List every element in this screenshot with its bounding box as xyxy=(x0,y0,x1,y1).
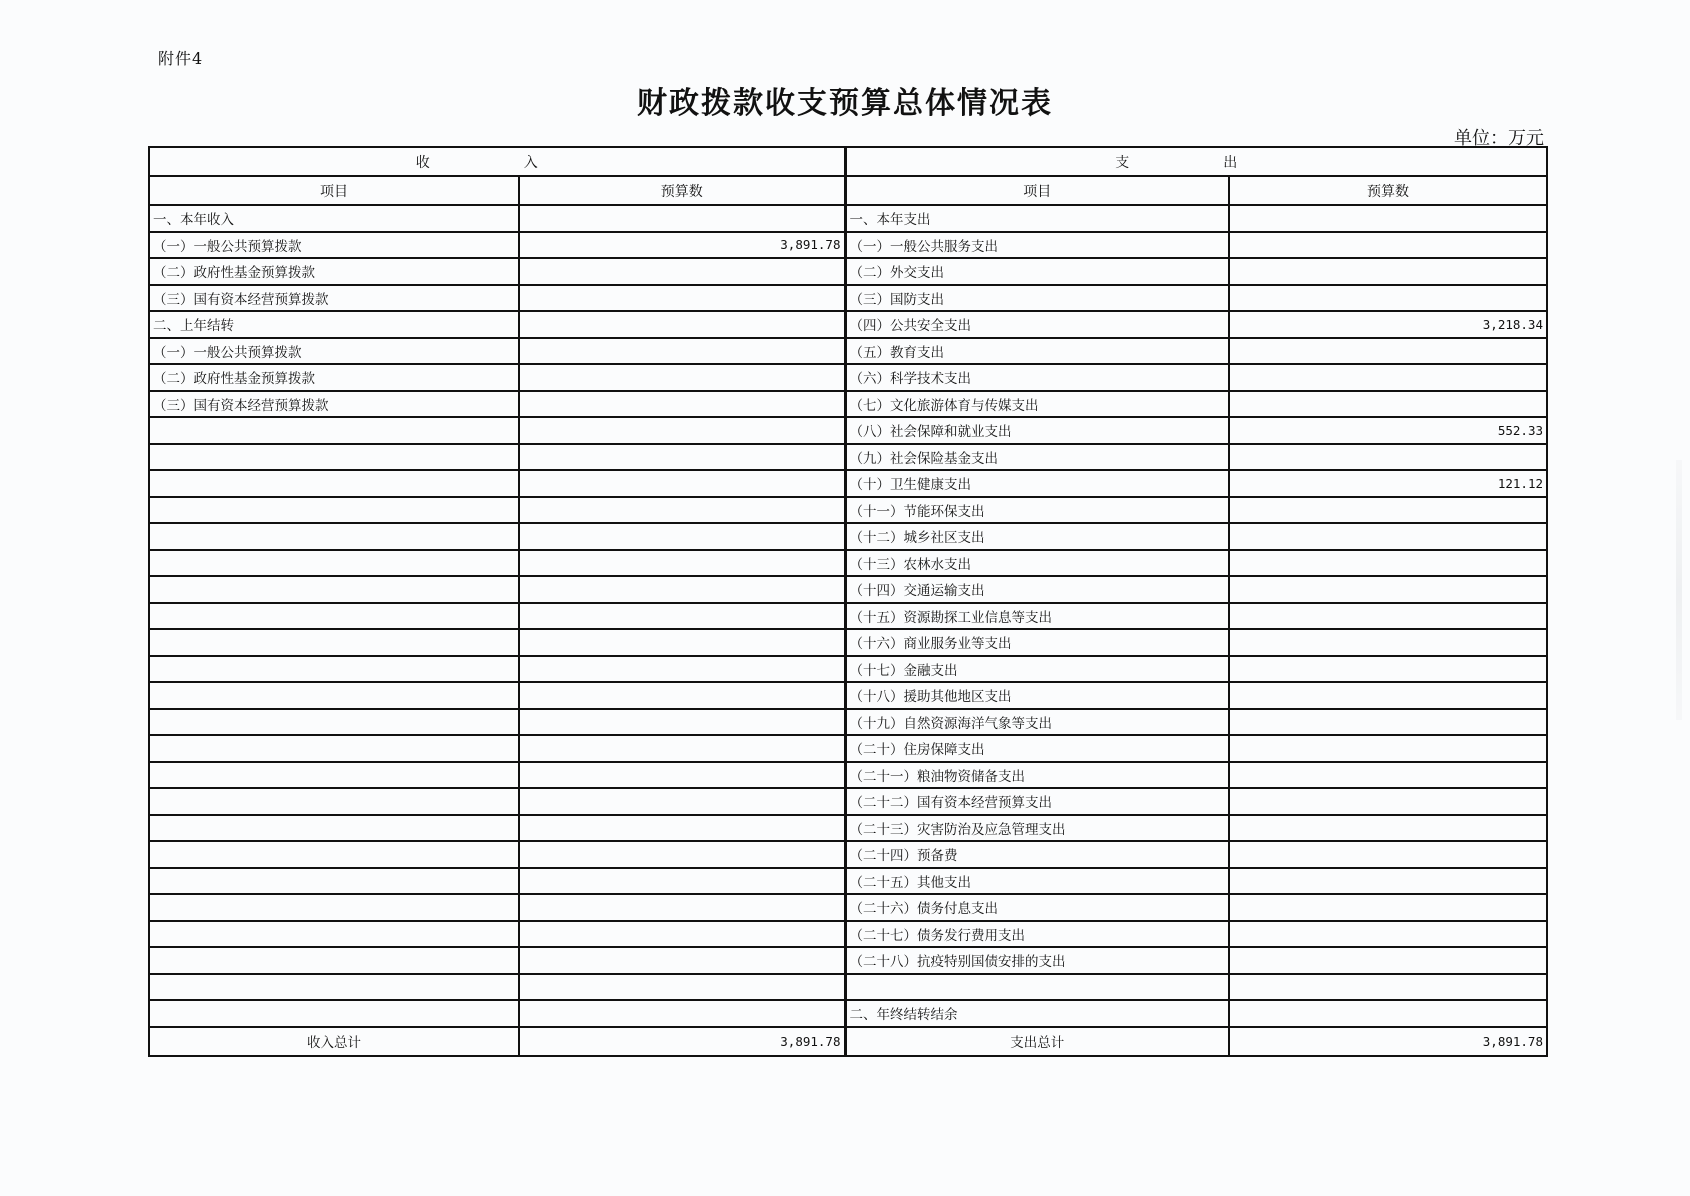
income-item-cell xyxy=(149,841,519,868)
expense-item-cell: （十八）援助其他地区支出 xyxy=(845,682,1229,709)
table-row xyxy=(149,735,1547,762)
expense-amount-cell: 552.33 xyxy=(1229,417,1547,444)
income-item-cell: 一、本年收入 xyxy=(149,205,519,232)
expense-item-cell: （二十一）粮油物资储备支出 xyxy=(845,762,1229,789)
income-item-cell xyxy=(149,682,519,709)
expense-amount-cell xyxy=(1229,894,1547,921)
expense-item-cell: （二十四）预备费 xyxy=(845,841,1229,868)
income-amount-cell xyxy=(519,364,845,391)
expense-amount-cell xyxy=(1229,921,1547,948)
table-row xyxy=(149,656,1547,683)
expense-item-cell: （六）科学技术支出 xyxy=(845,364,1229,391)
expense-amount-cell xyxy=(1229,629,1547,656)
expense-item-cell: （十二）城乡社区支出 xyxy=(845,523,1229,550)
income-amount-cell xyxy=(519,735,845,762)
income-item-cell xyxy=(149,444,519,471)
income-amount-cell xyxy=(519,285,845,312)
income-item-cell xyxy=(149,550,519,577)
expense-item-cell: （二十二）国有资本经营预算支出 xyxy=(845,788,1229,815)
expense-item-cell: （十六）商业服务业等支出 xyxy=(845,629,1229,656)
table-row xyxy=(149,417,1547,444)
table-row xyxy=(149,311,1547,338)
expense-amount-cell xyxy=(1229,656,1547,683)
income-amount-cell xyxy=(519,258,845,285)
table-row xyxy=(149,550,1547,577)
income-amount-cell xyxy=(519,338,845,365)
income-item-cell xyxy=(149,974,519,1001)
income-amount-cell xyxy=(519,523,845,550)
table-body xyxy=(149,205,1547,1027)
table-row xyxy=(149,603,1547,630)
income-item-cell xyxy=(149,417,519,444)
expense-amount-cell: 121.12 xyxy=(1229,470,1547,497)
expense-amount-cell xyxy=(1229,232,1547,259)
income-amount-cell xyxy=(519,947,845,974)
expense-item-cell: （五）教育支出 xyxy=(845,338,1229,365)
expense-amount-cell xyxy=(1229,841,1547,868)
table-row xyxy=(149,974,1547,1001)
table-row xyxy=(149,788,1547,815)
table-row xyxy=(149,709,1547,736)
expense-amount-cell: 3,218.34 xyxy=(1229,311,1547,338)
table-row xyxy=(149,841,1547,868)
expense-total-label: 支出总计 xyxy=(845,1027,1229,1056)
table-row xyxy=(149,894,1547,921)
income-amount-cell xyxy=(519,868,845,895)
income-amount-cell xyxy=(519,205,845,232)
income-amount-cell xyxy=(519,417,845,444)
income-total-label: 收入总计 xyxy=(149,1027,519,1056)
income-item-cell xyxy=(149,1000,519,1027)
expense-amount-cell xyxy=(1229,338,1547,365)
expense-amount-cell xyxy=(1229,947,1547,974)
table-row xyxy=(149,338,1547,365)
income-item-cell xyxy=(149,815,519,842)
expense-item-cell: （十）卫生健康支出 xyxy=(845,470,1229,497)
expense-total-amount: 3,891.78 xyxy=(1229,1027,1547,1056)
expense-item-cell: （十五）资源勘探工业信息等支出 xyxy=(845,603,1229,630)
expense-item-cell: （三）国防支出 xyxy=(845,285,1229,312)
income-total-amount: 3,891.78 xyxy=(519,1027,845,1056)
page-title: 财政拨款收支预算总体情况表 xyxy=(637,86,1053,121)
unit-label: 单位：万元 xyxy=(1454,128,1544,149)
table-row xyxy=(149,232,1547,259)
income-item-cell xyxy=(149,470,519,497)
income-amount-cell xyxy=(519,550,845,577)
income-item-cell xyxy=(149,921,519,948)
expense-amount-cell xyxy=(1229,258,1547,285)
income-amount-cell xyxy=(519,974,845,1001)
table-row xyxy=(149,815,1547,842)
income-item-cell xyxy=(149,603,519,630)
table-row xyxy=(149,947,1547,974)
expense-amount-cell xyxy=(1229,682,1547,709)
income-amount-cell xyxy=(519,841,845,868)
expense-amount-cell xyxy=(1229,576,1547,603)
expense-amount-cell xyxy=(1229,285,1547,312)
expense-item-cell: （二十三）灾害防治及应急管理支出 xyxy=(845,815,1229,842)
income-item-cell: 二、上年结转 xyxy=(149,311,519,338)
expense-item-cell: （二十八）抗疫特别国债安排的支出 xyxy=(845,947,1229,974)
expense-item-cell: （四）公共安全支出 xyxy=(845,311,1229,338)
income-amount-cell xyxy=(519,656,845,683)
table-row xyxy=(149,285,1547,312)
table-row xyxy=(149,576,1547,603)
expense-item-cell: （十三）农林水支出 xyxy=(845,550,1229,577)
income-item-cell: （一）一般公共预算拨款 xyxy=(149,232,519,259)
expense-amount-cell xyxy=(1229,523,1547,550)
income-item-cell: （二）政府性基金预算拨款 xyxy=(149,364,519,391)
expense-item-cell: （十七）金融支出 xyxy=(845,656,1229,683)
expense-amount-cell xyxy=(1229,497,1547,524)
expense-amount-cell xyxy=(1229,815,1547,842)
expense-item-cell: 一、本年支出 xyxy=(845,205,1229,232)
income-amount-cell xyxy=(519,682,845,709)
table-row xyxy=(149,470,1547,497)
table-row xyxy=(149,364,1547,391)
expense-item-header: 项目 xyxy=(845,176,1229,205)
expense-item-cell: （二十五）其他支出 xyxy=(845,868,1229,895)
income-amount-cell xyxy=(519,470,845,497)
expense-amount-cell xyxy=(1229,788,1547,815)
expense-amount-cell xyxy=(1229,709,1547,736)
expense-item-cell: （七）文化旅游体育与传媒支出 xyxy=(845,391,1229,418)
expense-amount-cell xyxy=(1229,974,1547,1001)
expense-amount-cell xyxy=(1229,603,1547,630)
total-row xyxy=(149,1027,1547,1056)
expense-item-cell: （二十七）债务发行费用支出 xyxy=(845,921,1229,948)
expense-amount-cell xyxy=(1229,364,1547,391)
expense-amount-cell xyxy=(1229,762,1547,789)
table-row xyxy=(149,391,1547,418)
attachment-label: 附件4 xyxy=(158,49,204,68)
income-item-cell xyxy=(149,788,519,815)
income-item-cell xyxy=(149,576,519,603)
expense-item-cell: （十一）节能环保支出 xyxy=(845,497,1229,524)
income-amount-cell xyxy=(519,391,845,418)
expense-item-cell: （二十六）债务付息支出 xyxy=(845,894,1229,921)
income-amount-cell: 3,891.78 xyxy=(519,232,845,259)
income-amount-cell xyxy=(519,788,845,815)
income-amount-cell xyxy=(519,444,845,471)
income-amount-cell xyxy=(519,762,845,789)
income-amount-cell xyxy=(519,497,845,524)
income-item-header: 项目 xyxy=(149,176,519,205)
table-row xyxy=(149,205,1547,232)
income-item-cell xyxy=(149,497,519,524)
table-row xyxy=(149,497,1547,524)
expense-item-cell: （二十）住房保障支出 xyxy=(845,735,1229,762)
table-row xyxy=(149,523,1547,550)
expense-amount-cell xyxy=(1229,868,1547,895)
expense-amount-cell xyxy=(1229,735,1547,762)
income-amount-cell xyxy=(519,894,845,921)
income-amount-cell xyxy=(519,311,845,338)
expense-item-cell: （九）社会保险基金支出 xyxy=(845,444,1229,471)
table-row xyxy=(149,444,1547,471)
income-item-cell: （二）政府性基金预算拨款 xyxy=(149,258,519,285)
table-row xyxy=(149,629,1547,656)
income-item-cell xyxy=(149,894,519,921)
table-row xyxy=(149,921,1547,948)
expense-amount-cell xyxy=(1229,205,1547,232)
income-item-cell xyxy=(149,709,519,736)
expense-item-cell xyxy=(845,974,1229,1001)
scan-edge-mark xyxy=(1676,460,1682,720)
income-amount-cell xyxy=(519,629,845,656)
income-item-cell xyxy=(149,629,519,656)
expense-item-cell: （八）社会保障和就业支出 xyxy=(845,417,1229,444)
income-item-cell xyxy=(149,735,519,762)
expense-group-header: 支 出 xyxy=(845,147,1547,176)
expense-item-cell: （二）外交支出 xyxy=(845,258,1229,285)
group-header-row xyxy=(149,147,1547,176)
expense-amount-cell xyxy=(1229,444,1547,471)
income-item-cell: （三）国有资本经营预算拨款 xyxy=(149,285,519,312)
expense-amount-cell xyxy=(1229,391,1547,418)
income-item-cell xyxy=(149,947,519,974)
expense-amount-cell xyxy=(1229,1000,1547,1027)
income-amount-cell xyxy=(519,576,845,603)
table-row xyxy=(149,1000,1547,1027)
income-amount-cell xyxy=(519,921,845,948)
expense-amount-cell xyxy=(1229,550,1547,577)
income-item-cell xyxy=(149,656,519,683)
income-item-cell: （三）国有资本经营预算拨款 xyxy=(149,391,519,418)
income-amount-cell xyxy=(519,603,845,630)
income-amount-cell xyxy=(519,709,845,736)
income-item-cell: （一）一般公共预算拨款 xyxy=(149,338,519,365)
income-item-cell xyxy=(149,523,519,550)
table-row xyxy=(149,762,1547,789)
table-row xyxy=(149,258,1547,285)
table-row xyxy=(149,868,1547,895)
budget-table xyxy=(148,146,1548,1057)
income-item-cell xyxy=(149,868,519,895)
income-amount-cell xyxy=(519,1000,845,1027)
expense-amount-header: 预算数 xyxy=(1229,176,1547,205)
income-item-cell xyxy=(149,762,519,789)
expense-item-cell: （十四）交通运输支出 xyxy=(845,576,1229,603)
expense-item-cell: （十九）自然资源海洋气象等支出 xyxy=(845,709,1229,736)
expense-item-cell: （一）一般公共服务支出 xyxy=(845,232,1229,259)
income-amount-cell xyxy=(519,815,845,842)
table-row xyxy=(149,682,1547,709)
income-group-header: 收 入 xyxy=(149,147,845,176)
income-amount-header: 预算数 xyxy=(519,176,845,205)
expense-item-cell: 二、年终结转结余 xyxy=(845,1000,1229,1027)
column-header-row xyxy=(149,176,1547,205)
